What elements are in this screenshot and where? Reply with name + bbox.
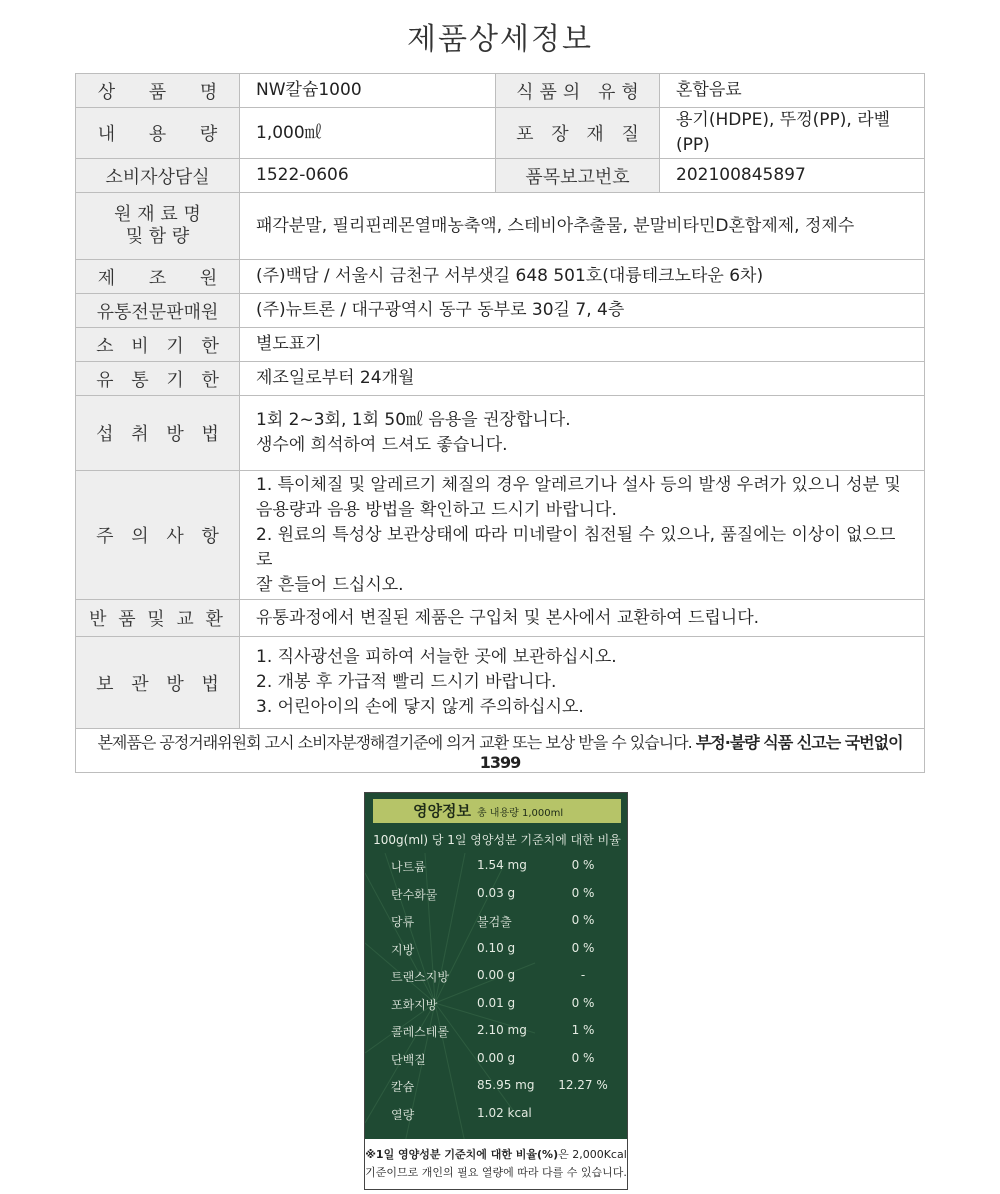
nutrition-row xyxy=(373,853,621,881)
nutrition-pct: 0 % xyxy=(571,913,595,927)
nutrition-amount: 1.02 kcal xyxy=(477,1105,532,1120)
value-exchange: 유통과정에서 변질된 제품은 구입처 및 본사에서 교환하여 드립니다. xyxy=(240,600,925,637)
nutrition-name: 지방 xyxy=(391,942,415,957)
label-manufacturer: 제 조 원 xyxy=(76,260,240,294)
nutrition-amount: 1.54 mg xyxy=(477,858,527,872)
nutrition-title-bar xyxy=(373,799,621,823)
table-row xyxy=(76,74,925,108)
storage-line: 3. 어린아이의 손에 닿지 않게 주의하십시오. xyxy=(256,697,584,717)
value-distributor: (주)뉴트론 / 대구광역시 동구 동부로 30길 7, 4층 xyxy=(240,294,925,328)
nutrition-footnote xyxy=(365,1139,627,1189)
footnote-line2: 기준이므로 개인의 필요 열량에 따라 다를 수 있습니다. xyxy=(365,1166,627,1179)
label-caution: 주 의 사 항 xyxy=(76,471,240,600)
caution-line: 2. 원료의 특성상 보관상태에 따라 미네랄이 침전될 수 있으나, 품질에는 이상이 없으므로 xyxy=(256,524,896,570)
nutrition-amount: 85.95 mg xyxy=(477,1078,535,1092)
value-storage xyxy=(240,637,925,729)
caution-line: 잘 흔들어 드십시오. xyxy=(256,574,404,595)
product-info-table xyxy=(75,73,925,773)
notice-text: 본제품은 공정거래위원회 고시 소비자분쟁해결기준에 의거 교환 또는 보상 받을 수 있습니다. xyxy=(97,732,696,752)
footnote-rest: 은 2,000Kcal xyxy=(558,1148,627,1161)
nutrition-name: 트랜스지방 xyxy=(391,970,449,984)
nutrition-title: 영양정보 xyxy=(413,802,471,820)
label-report-number: 품목보고번호 xyxy=(496,159,660,193)
label-shelf-life: 유 통 기 한 xyxy=(76,362,240,396)
nutrition-name: 포화지방 xyxy=(391,997,438,1012)
nutrition-total: 총 내용량 1,000ml xyxy=(476,808,564,819)
value-packaging: 용기(HDPE), 뚜껑(PP), 라벨(PP) xyxy=(660,108,925,159)
table-row xyxy=(76,108,925,159)
value-caution xyxy=(240,471,925,600)
table-row xyxy=(76,729,925,773)
nutrition-list xyxy=(373,853,621,1128)
nutrition-row xyxy=(373,908,621,936)
nutrition-amount: 0.03 g xyxy=(477,885,516,900)
nutrition-pct: 12.27 % xyxy=(558,1078,608,1092)
nutrition-name: 나트륨 xyxy=(391,860,426,874)
nutrition-amount: 2.10 mg xyxy=(477,1023,527,1037)
table-row xyxy=(76,637,925,729)
nutrition-pct: 0 % xyxy=(571,940,595,955)
nutrition-name: 당류 xyxy=(391,915,415,929)
label-ingredients xyxy=(76,193,240,260)
nutrition-label-image xyxy=(364,792,628,1190)
nutrition-pct: 0 % xyxy=(571,858,595,872)
nutrition-amount: 불검출 xyxy=(477,915,512,929)
nutrition-name: 탄수화물 xyxy=(391,887,438,902)
nutrition-amount: 0.01 g xyxy=(477,995,516,1010)
table-row xyxy=(76,328,925,362)
storage-line: 1. 직사광선을 피하여 서늘한 곳에 보관하십시오. xyxy=(256,647,617,667)
label-expiry: 소 비 기 한 xyxy=(76,328,240,362)
nutrition-row xyxy=(373,1073,621,1101)
nutrition-row xyxy=(373,1018,621,1046)
footnote-bold: ※1일 영양성분 기준치에 대한 비율(%) xyxy=(365,1148,559,1161)
nutrition-pct: 1 % xyxy=(571,1023,595,1037)
value-manufacturer: (주)백담 / 서울시 금천구 서부샛길 648 501호(대륭테크노타운 6차) xyxy=(240,260,925,294)
table-row xyxy=(76,396,925,471)
nutrition-pct: 0 % xyxy=(571,995,595,1010)
label-consumer-center: 소비자상담실 xyxy=(76,159,240,193)
nutrition-amount: 0.00 g xyxy=(477,968,516,982)
nutrition-row xyxy=(373,1046,621,1074)
value-volume: 1,000㎖ xyxy=(240,108,496,159)
table-row xyxy=(76,362,925,396)
label-ingredients-line1: 원 재 료 명 xyxy=(114,204,201,225)
notice-row xyxy=(76,729,925,773)
nutrition-row xyxy=(373,991,621,1019)
intake-line: 생수에 희석하여 드셔도 좋습니다. xyxy=(256,435,508,455)
nutrition-amount: 0.00 g xyxy=(477,1050,516,1065)
caution-line: 1. 특이체질 및 알레르기 체질의 경우 알레르기나 설사 등의 발생 우려가 있으니 성분 및 xyxy=(256,474,901,495)
label-product-name: 상 품 명 xyxy=(76,74,240,108)
label-ingredients-line2: 및 함 량 xyxy=(125,226,190,247)
nutrition-pct: 0 % xyxy=(571,1050,595,1065)
label-exchange: 반 품 및 교 환 xyxy=(76,600,240,637)
nutrition-row xyxy=(373,881,621,909)
label-intake: 섭 취 방 법 xyxy=(76,396,240,471)
storage-line: 2. 개봉 후 가급적 빨리 드시기 바랍니다. xyxy=(256,672,557,692)
table-row xyxy=(76,159,925,193)
value-report-number: 202100845897 xyxy=(660,159,925,193)
nutrition-name: 칼슘 xyxy=(391,1080,415,1094)
nutrition-name: 열량 xyxy=(391,1107,415,1122)
table-row xyxy=(76,471,925,600)
notice-report-hotline: 부정·불량 식품 신고는 국번없이 1399 xyxy=(479,732,903,772)
intake-line: 1회 2~3회, 1회 50㎖ 음용을 권장합니다. xyxy=(256,410,571,430)
nutrition-row xyxy=(373,1101,621,1129)
label-distributor: 유통전문판매원 xyxy=(76,294,240,328)
nutrition-pct: 0 % xyxy=(571,885,595,900)
caution-line: 음용량과 음용 방법을 확인하고 드시기 바랍니다. xyxy=(256,499,617,520)
value-shelf-life: 제조일로부터 24개월 xyxy=(240,362,925,396)
nutrition-name: 콜레스테롤 xyxy=(391,1025,449,1039)
value-product-name: NW칼슘1000 xyxy=(240,74,496,108)
table-row xyxy=(76,600,925,637)
page-title: 제품상세정보 xyxy=(407,22,593,57)
value-ingredients: 패각분말, 필리핀레몬열매농축액, 스테비아추출물, 분말비타민D혼합제제, 정제수 xyxy=(240,193,925,260)
value-expiry: 별도표기 xyxy=(240,328,925,362)
label-packaging: 포 장 재 질 xyxy=(496,108,660,159)
value-intake xyxy=(240,396,925,471)
table-row xyxy=(76,193,925,260)
table-row xyxy=(76,294,925,328)
label-volume: 내 용 량 xyxy=(76,108,240,159)
nutrition-name: 단백질 xyxy=(391,1052,426,1067)
value-consumer-center: 1522-0606 xyxy=(240,159,496,193)
value-food-type: 혼합음료 xyxy=(660,74,925,108)
nutrition-pct: - xyxy=(580,968,586,982)
nutrition-row xyxy=(373,936,621,964)
nutrition-subtitle: 100g(ml) 당 1일 영양성분 기준치에 대한 비율 xyxy=(373,833,621,847)
label-food-type: 식품의 유형 xyxy=(496,74,660,108)
nutrition-row xyxy=(373,963,621,991)
table-row xyxy=(76,260,925,294)
label-storage: 보 관 방 법 xyxy=(76,637,240,729)
nutrition-amount: 0.10 g xyxy=(477,940,516,955)
